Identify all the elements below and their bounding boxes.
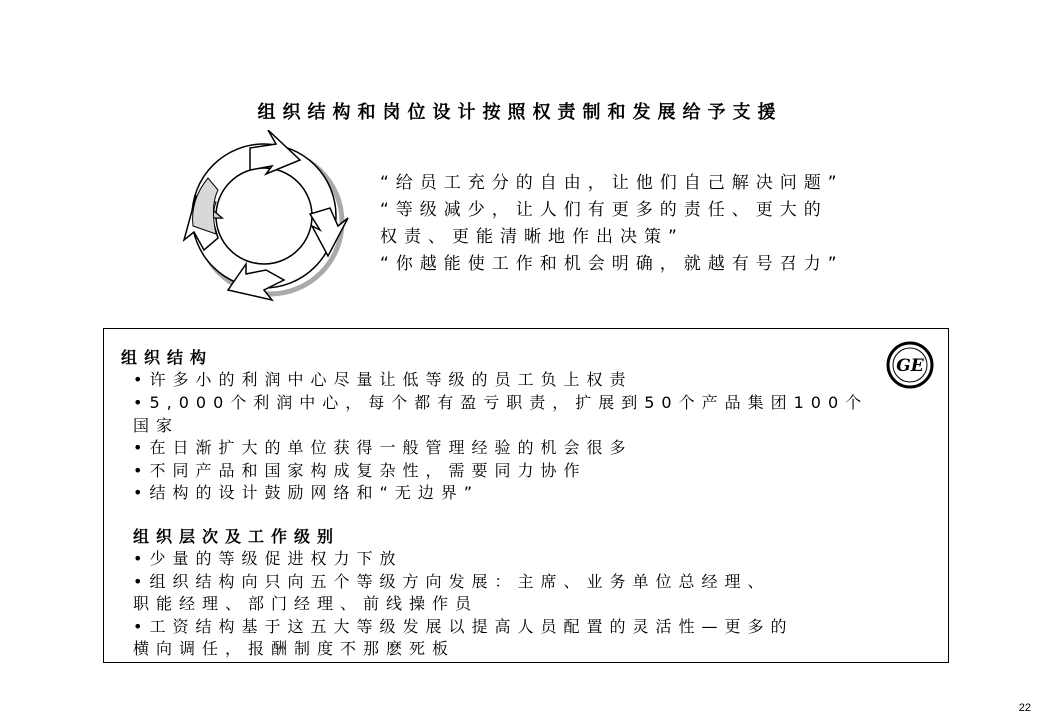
list-item: •不同产品和国家构成复杂性，需要同力协作: [133, 461, 587, 480]
quote-line: 权责、更能清晰地作出决策”: [380, 227, 684, 247]
list-item: •在日渐扩大的单位获得一般管理经验的机会很多: [133, 438, 633, 457]
quotes-block: [380, 170, 940, 278]
section-title-levels: 组织层次及工作级别: [133, 527, 341, 546]
list-item: 横向调任，报酬制度不那麽死板: [133, 639, 456, 658]
list-item: 国家: [133, 416, 180, 435]
list-item: •5,000个利润中心，每个都有盈亏职责，扩展到50个产品集团100个: [133, 393, 869, 412]
content-box: [103, 328, 949, 663]
list-item: 职能经理、部门经理、前线操作员: [133, 594, 479, 613]
slide-title: 组织结构和岗位设计按照权责制和发展给予支援: [257, 102, 783, 123]
quote-line: “你越能使工作和机会明确，就越有号召力”: [380, 254, 844, 274]
page-number: 22: [1018, 702, 1031, 714]
list-item: •组织结构向只向五个等级方向发展：主席、业务单位总经理、: [133, 572, 771, 591]
quote-line: “等级减少，让人们有更多的责任、更大的: [380, 200, 828, 220]
section-title-structure: 组织结构: [121, 348, 214, 367]
list-item: •许多小的利润中心尽量让低等级的员工负上权责: [133, 370, 633, 389]
cycle-arrows-icon: [180, 130, 360, 305]
ge-logo-icon: [886, 341, 934, 389]
list-item: •工资结构基于这五大等级发展以提高人员配置的灵活性—更多的: [133, 617, 794, 636]
list-item: •结构的设计鼓励网络和“无边界”: [133, 483, 480, 502]
svg-text:GE: GE: [896, 356, 924, 376]
quote-line: “给员工充分的自由，让他们自己解决问题”: [380, 173, 844, 193]
list-item: •少量的等级促进权力下放: [133, 549, 403, 568]
